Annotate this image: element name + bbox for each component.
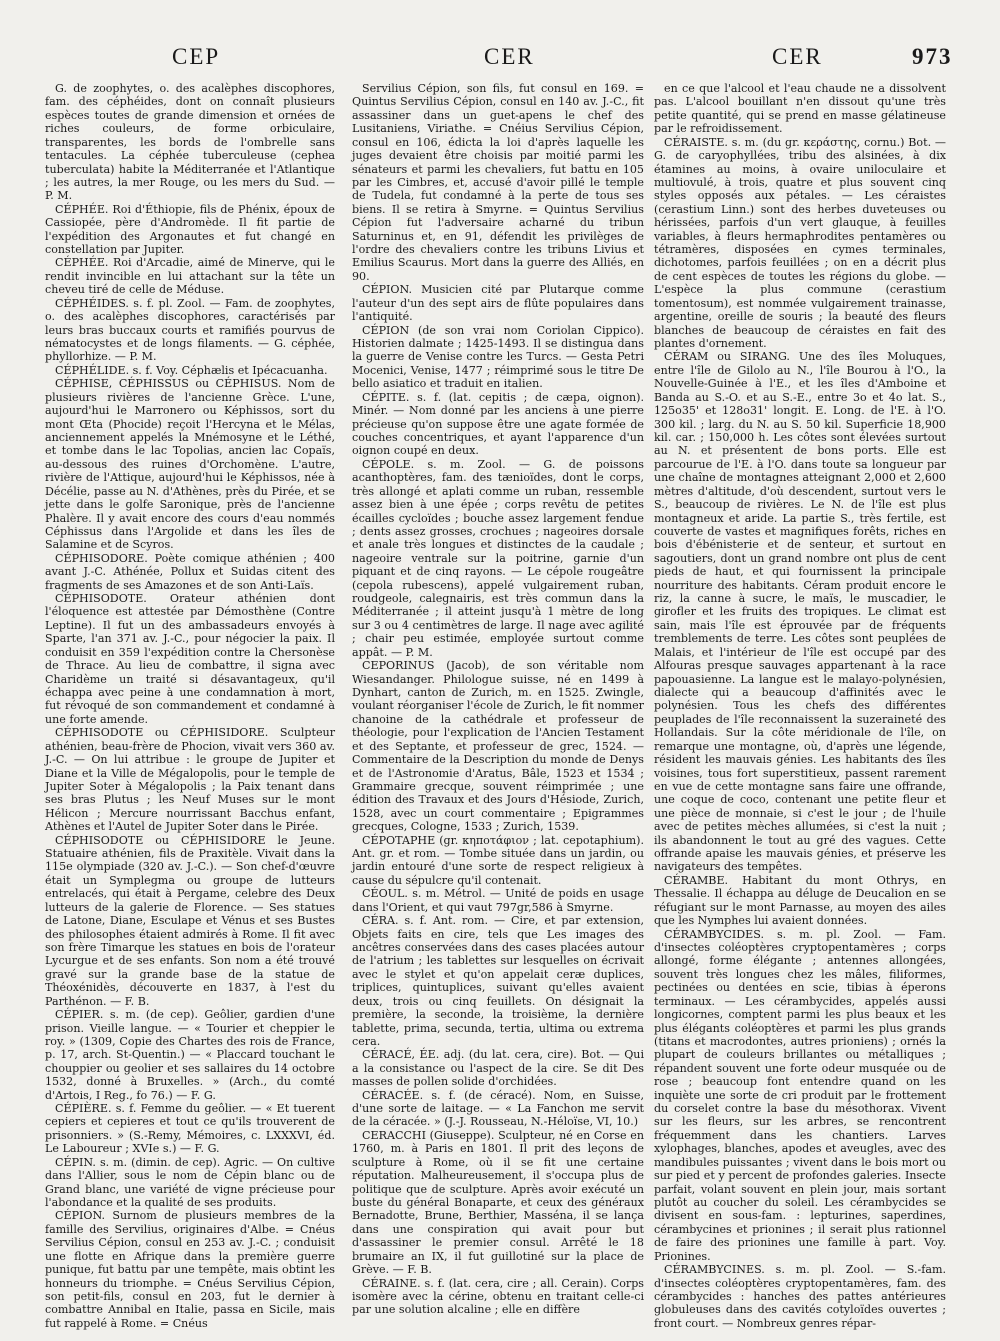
entry: CÉPHISODOTE ou CÉPHISIDORE. Sculpteur athénien, beau-frère de Phocion, vivait vers 360 av. J.-C. — On lui attribue : le groupe de Jupiter et Diane et la Ville de Mégalopolis, pour le temple de Jupiter Soter à Mégalopolis ; la Paix tenant dans ses bras Plutus ; les Neuf Muses sur le mont Hélicon ; Mercure nourrissant Bacchus enfant, Athènes et l'Autel de Jupiter Soter dans le Pirée. bbox=[45, 726, 335, 834]
entry: CÉPION (de son vrai nom Coriolan Cippico). Historien dalmate ; 1425-1493. Il se distingua dans la guerre de Venise contre les Turcs. — Gesta Petri Mocenici, Venise, 1477 ; réimprimé sous le titre De bello asiatico et traduit en italien. bbox=[352, 323, 644, 391]
page-number: 973 bbox=[912, 44, 953, 69]
entry: CÉPIN. s. m. (dimin. de cep). Agric. — On cultive dans l'Allier, sous le nom de Cépin blanc ou de Grand blanc, une variété de vigne précieuse pour l'abondance et la qualité de ses produits. bbox=[45, 1155, 335, 1210]
header-center-word: CER bbox=[484, 44, 535, 69]
entry: CÉPIÈRE. s. f. Femme du geôlier. — « Et tuerent cepiers et cepieres et tout ce qu'ils trouverent de prisonniers. » (S.-Remy, Mémoires, c. LXXXVI, éd. Le Laboureur ; XVIe s.) — F. G. bbox=[45, 1102, 335, 1156]
entry: CÉPOTAPHE (gr. κηποτάφιον ; lat. cepotaphium). Ant. gr. et rom. — Tombe située dans un jardin, ou jardin entouré d'une sorte de respect religieux à cause du sépulcre qu'il contenait. bbox=[352, 833, 644, 887]
entry: CÉRAM ou SIRANG. Une des îles Moluques, entre l'île de Gilolo au N., l'île Bourou à l'O., la Nouvelle-Guinée à l'E., et les îles d'Amboine et Banda au S.-O. et au S.-E., entre 3o et 4o lat. S., 125o35' et 128o31' longit. E. Long. de l'E. à l'O. 300 kil. ; larg. du N. au S. 50 kil. Superficie 18,900 kil. car. ; 150,000 h. Les côtes sont élevées surtout au N. et présentent de bons ports. Elle est parcourue de l'E. à l'O. dans toute sa longueur par une chaîne de montagnes atteignant 2,000 et 2,600 mètres d'altitude, d'où descendent, surtout vers le S., beaucoup de rivières. Le N. de l'île est plus montagneux et aride. La partie S., très fertile, est couverte de vastes et magnifiques forêts, riches en bois d'ébénisterie et de senteur, et surtout en sagoutiers, dont un grand nombre ont plus de cent pieds de haut, et qui fournissent la principale nourriture des habitants. Céram produit encore le riz, la canne à sucre, le maïs, le muscadier, le girofler et les fruits des tropiques. Le climat est sain, mais l'île est éprouvée par de fréquents tremblements de terre. Les côtes sont peuplées de Malais, et l'intérieur de l'île est occupé par des Alfouras presque sauvages appartenant à la race papouasienne. La langue est le malayo-polynésien, dialecte qui a beaucoup d'affinités avec le polynésien. Tous les chefs des différentes peuplades de l'île reconnaissent la suzeraineté des Hollandais. Sur la côte méridionale de l'île, on remarque une montagne, où, d'après une légende, résident les mauvais génies. Les habitants des îles voisines, tous fort superstitieux, passent rarement en vue de cette montagne sans faire une offrande, une coque de coco, contenant une petite fleur et une pièce de monnaie, si c'est le jour ; de l'huile avec de petites mèches allumées, si c'est la nuit ; ils abandonnent le tout au gré des vagues. Cette offrande apaise les mauvais génies, et préserve les navigateurs des tempêtes. bbox=[654, 350, 946, 874]
entry: CÉPHISODORE. Poète comique athénien ; 400 avant J.-C. Athénée, Pollux et Suidas citent des fragments de ses Amazones et de son Anti-Laïs. bbox=[45, 551, 335, 592]
entry: CÉPHISE, CÉPHISSUS ou CÉPHISUS. Nom de plusieurs rivières de l'ancienne Grèce. L'une, aujourd'hui le Marronero ou Képhissos, sort du mont Œta (Phocide) reçoit l'Hercyna et le Mélas, anciennement appelés la Mnémosyne et le Léthé, et tombe dans le lac Topolias, ancien lac Copaïs, au-dessous des ruines d'Orchomène. L'autre, rivière de l'Attique, aujourd'hui le Képhissos, née à Décélie, passe au N. d'Athènes, près du Pirée, et se jette dans le golfe Saronique, près de l'ancienne Phalère. Il y avait encore des cours d'eau nommés Céphissus dans l'Argolide et dans les îles de Salamine et de Scyros. bbox=[45, 377, 335, 552]
entry: CÉPIER. s. m. (de cep). Geôlier, gardien d'une prison. Vieille langue. — « Tourier et cheppier le roy. » (1309, Copie des Chartes des rois de France, p. 17, arch. St-Quentin.) — « Placcard touchant le chouppier ou geolier et ses sallaires du 14 octobre 1532, donné à Bruxelles. » (Arch., du comté d'Artois, I Reg., fo 76.) — F. G. bbox=[45, 1008, 335, 1102]
text-column-1 bbox=[45, 82, 335, 1330]
entry: CÉPITE. s. f. (lat. cepitis ; de cæpa, oignon). Minér. — Nom donné par les anciens à une pierre précieuse qu'on suppose être une agate formée de couches concentriques, et ayant l'apparence d'un oignon coupé en deux. bbox=[352, 390, 644, 458]
entry: CÉRACÉ, ÉE. adj. (du lat. cera, cire). Bot. — Qui a la consistance ou l'aspect de la cire. Se dit Des masses de pollen solide d'orchidées. bbox=[352, 1048, 644, 1089]
entry: CÉRAMBYCIDES. s. m. pl. Zool. — Fam. d'insectes coléoptères cryptopentamères ; corps allongé, forme élégante ; antennes allongées, souvent très longues chez les mâles, filiformes, pectinées ou dentées en scie, tibias à éperons terminaux. — Les cérambycides, appelés aussi longicornes, comptent parmi les plus beaux et les plus élégants coléoptères et parmi les plus grands (titans et macrodontes, autres prioniens) ; ornés la plupart de couleurs brillantes ou métalliques ; répandent souvent une forte odeur musquée ou de rose ; beaucoup font entendre quand on les inquiète une sorte de cri produit par le frottement du corselet contre la base du mésothorax. Vivent sur les fleurs, sur les arbres, se rencontrent fréquemment dans les chantiers. Larves xylophages, blanches, apodes et aveugles, avec des mandibules puissantes ; vivent dans le bois mort ou sur pied et y percent de profondes galeries. Insecte parfait, volant souvent en plein jour, mais sortant plutôt au coucher du soleil. Les cérambycides se divisent en sous-fam. : lepturines, saperdines, cérambycines et prionines ; il serait plus rationnel de faire des prionines une famille à part. Voy. Prionines. bbox=[654, 927, 946, 1263]
entry: CÉRACÉE. s. f. (de céracé). Nom, en Suisse, d'une sorte de laitage. — « La Fanchon me servit de la céracée. » (J.-J. Rousseau, N.-Héloïse, VI, 10.) bbox=[352, 1088, 644, 1129]
entry: CÉPHISODOTE ou CÉPHISIDORE le Jeune. Statuaire athénien, fils de Praxitèle. Vivait dans la 115e olympiade (320 av. J.-C.). — Son chef-d'œuvre était un Symplegma ou groupe de lutteurs entrelacés, qui était à Pergame, celebre des Deux lutteurs de la galerie de Florence. — Ses statues de Latone, Diane, Esculape et Vénus et ses Bustes des philosophes étaient admirés à Rome. Il fit avec son frère Timarque les statues en bois de l'orateur Lycurgue et de ses enfants. Son nom a été trouvé gravé sur la grande base de la statue de Théoxénidès, découverte en 1837, à l'est du Parthénon. — F. B. bbox=[45, 833, 335, 1008]
text-column-2 bbox=[352, 82, 644, 1317]
entry: CEPORINUS (Jacob), de son véritable nom Wiesandanger. Philologue suisse, né en 1499 à Dynhart, canton de Zurich, m. en 1525. Zwingle, voulant réorganiser l'école de Zurich, le fit nommer chanoine de la cathédrale et professeur de théologie, pour l'explication de l'Ancien Testament et des Septante, et professeur de grec, 1524. — Commentaire de la Description du monde de Denys et de l'Astronomie d'Aratus, Bâle, 1523 et 1534 ; Grammaire grecque, souvent réimprimée ; une édition des Travaux et des Jours d'Hésiode, Zurich, 1528, avec un court commentaire ; Epigrammes grecques, Cologne, 1533 ; Zurich, 1539. bbox=[352, 659, 644, 834]
entry: CÉPHISODOTE. Orateur athénien dont l'éloquence est attestée par Démosthène (Contre Leptine). Il fut un des ambassadeurs envoyés à Sparte, l'an 371 av. J.-C., pour négocier la paix. Il conduisit en 359 l'expédition contre la Chersonèse de Thrace. Au lieu de combattre, il signa avec Charidème un traité si désavantageux, qu'il échappa avec peine à une condamnation à mort, fut révoqué de son commandement et condamné à une forte amende. bbox=[45, 592, 335, 726]
entry: CÉPHÉIDES. s. f. pl. Zool. — Fam. de zoophytes, o. des acalèphes discophores, caractérisés par leurs bras buccaux courts et ramifiés pourvus de nématocystes et de longs filaments. — G. céphée, phyllorhize. — P. M. bbox=[45, 296, 335, 364]
header-left-word: CEP bbox=[172, 44, 221, 69]
entry: CÉRAMBYCINES. s. m. pl. Zool. — S.-fam. d'insectes coléoptères cryptopentamères, fam. des cérambycides : hanches des pattes antérieures globuleuses dans des cavités cotyloïdes ouvertes ; front court. — Nombreux genres répar- bbox=[654, 1263, 946, 1330]
entry: CÉPHÉE. Roi d'Arcadie, aimé de Minerve, qui le rendit invincible en lui attachant sur la tête un cheveu tiré de celle de Méduse. bbox=[45, 256, 335, 297]
entry: CÉRAISTE. s. m. (du gr. κεράστης, cornu.) Bot. — G. de caryophyllées, tribu des alsinées, à dix étamines au moins, à ovaire uniloculaire et multiovulé, à trois, quatre et plus souvent cinq styles opposés aux pétales. — Les céraistes (cerastium Linn.) sont des herbes duveteuses ou hérissées, parfois d'un vert glauque, à feuilles variables, à fleurs hermaphrodites pentamères ou tétramères, disposées en cymes terminales, dichotomes, parfois feuillées ; on en a décrit plus de cent espèces de toutes les régions du globe. — L'espèce la plus commune (cerastium tomentosum), est nommée vulgairement trainasse, argentine, oreille de souris ; la beauté des fleurs blanches de beaucoup de céraistes en fait des plantes d'ornement. bbox=[654, 135, 946, 351]
entry: CÉPOLE. s. m. Zool. — G. de poissons acanthoptères, fam. des tænioïdes, dont le corps, très allongé et aplati comme un ruban, ressemble assez bien à une épée ; corps revêtu de petites écailles cycloïdes ; bouche assez largement fendue ; dents assez grosses, crochues ; nageoires dorsale et anale très longues et distinctes de la caudale ; nageoire ventrale sur la poitrine, garnie d'un piquant et de cinq rayons. — Le cépole rougeâtre (cepola rubescens), appelé vulgairement ruban, roudgeole, calegnairis, est très commun dans la Méditerranée ; il atteint jusqu'à 1 mètre de long sur 3 ou 4 centimètres de large. Il nage avec agilité ; chair peu estimée, employée surtout comme appât. — P. M. bbox=[352, 457, 644, 659]
running-header bbox=[0, 44, 1000, 78]
entry: CÉPHÉE. Roi d'Éthiopie, fils de Phénix, époux de Cassiopée, père d'Andromède. Il fit partie de l'expédition des Argonautes et fut changé en constellation par Jupiter. bbox=[45, 202, 335, 257]
entry: CÉPION. Musicien cité par Plutarque comme l'auteur d'un des sept airs de flûte populaires dans l'antiquité. bbox=[352, 283, 644, 324]
entry: G. de zoophytes, o. des acalèphes discophores, fam. des céphéides, dont on connaît plusieurs espèces toutes de grande dimension et ornées de riches couleurs, de forme orbiculaire, transparentes, les bords de l'ombrelle sans tentacules. La céphée tuberculeuse (cephea tuberculata) habite la Méditerranée et l'Atlantique ; les autres, la mer Rouge, ou les mers du Sud. — P. M. bbox=[45, 82, 335, 203]
entry: CÉRAMBE. Habitant du mont Othrys, en Thessalie. Il échappa au déluge de Deucalion en se réfugiant sur le mont Parnasse, au moyen des ailes que les Nymphes lui avaient données. bbox=[654, 873, 946, 928]
entry: CÉPHÉLIDE. s. f. Voy. Céphælis et Ipécacuanha. bbox=[55, 363, 328, 377]
entry: CÉPION. Surnom de plusieurs membres de la famille des Servilius, originaires d'Albe. = Cnéus Servilius Cépion, consul en 253 av. J.-C. ; conduisit une flotte en Afrique dans la première guerre punique, fut battu par une tempête, mais obtint les honneurs du triomphe. = Cnéus Servilius Cépion, son petit-fils, consul en 203, fut le dernier à combattre Annibal en Italie, passa en Sicile, mais fut rappelé à Rome. = Cnéus bbox=[45, 1209, 335, 1330]
entry: en ce que l'alcool et l'eau chaude ne a dissolvent pas. L'alcool bouillant n'en dissout qu'une très petite quantité, qui se prend en masse gélatineuse par le refroidissement. bbox=[654, 82, 946, 136]
header-right-word: CER bbox=[772, 44, 823, 69]
entry: CÉRA. s. f. Ant. rom. — Cire, et par extension, Objets faits en cire, tels que Les images des ancêtres conservées dans des cases placées autour de l'atrium ; les tablettes sur lesquelles on écrivait avec le stylet et qu'on appelait ceræ duplices, triplices, quintuplices, suivant qu'elles avaient deux, trois ou cinq feuillets. On désignait la première, la seconde, la troisième, la dernière tablette, prima, secunda, tertia, ultima ou extrema cera. bbox=[352, 914, 644, 1048]
entry: CÉRAINE. s. f. (lat. cera, cire ; all. Cerain). Corps isomère avec la cérine, obtenu en traitant celle-ci par une solution alcaline ; elle en diffère bbox=[352, 1276, 644, 1317]
entry: CERACCHI (Giuseppe). Sculpteur, né en Corse en 1760, m. à Paris en 1801. Il prit des leçons de sculpture à Rome, où il se fit une certaine réputation. Malheureusement, il s'occupa plus de politique que de sculpture. Après avoir exécuté un buste du général Bonaparte, et ceux des généraux Bernadotte, Brune, Berthier, Masséna, il se lança dans une conspiration qui avait pour but d'assassiner le premier consul. Arrêté le 18 brumaire an IX, il fut guillotiné sur la place de Grève. — F. B. bbox=[352, 1128, 644, 1277]
entry: Servilius Cépion, son fils, fut consul en 169. = Quintus Servilius Cépion, consul en 140 av. J.-C., fit assassiner dans un guet-apens le chef des Lusitaniens, Viriathe. = Cnéius Servilius Cépion, consul en 106, édicta la loi d'après laquelle les juges devaient être choisis par moitié parmi les sénateurs et parmi les chevaliers, fut battu en 105 par les Cimbres, et, accusé d'avoir pillé le temple de Tudela, fut condamné à la perte de tous ses biens. Il se retira à Smyrne. = Quintus Servilius Cépion fut l'adversaire acharné du tribun Saturninus et, en 91, défendit les privilèges de l'ordre des chevaliers contre les tribuns Livius et Emilius Scaurus. Mort dans la guerre des Alliés, en 90. bbox=[352, 82, 644, 283]
text-column-3 bbox=[654, 82, 946, 1330]
entry: CÉOUL. s. m. Métrol. — Unité de poids en usage dans l'Orient, et qui vaut 797gr,586 à Smyrne. bbox=[352, 887, 644, 914]
